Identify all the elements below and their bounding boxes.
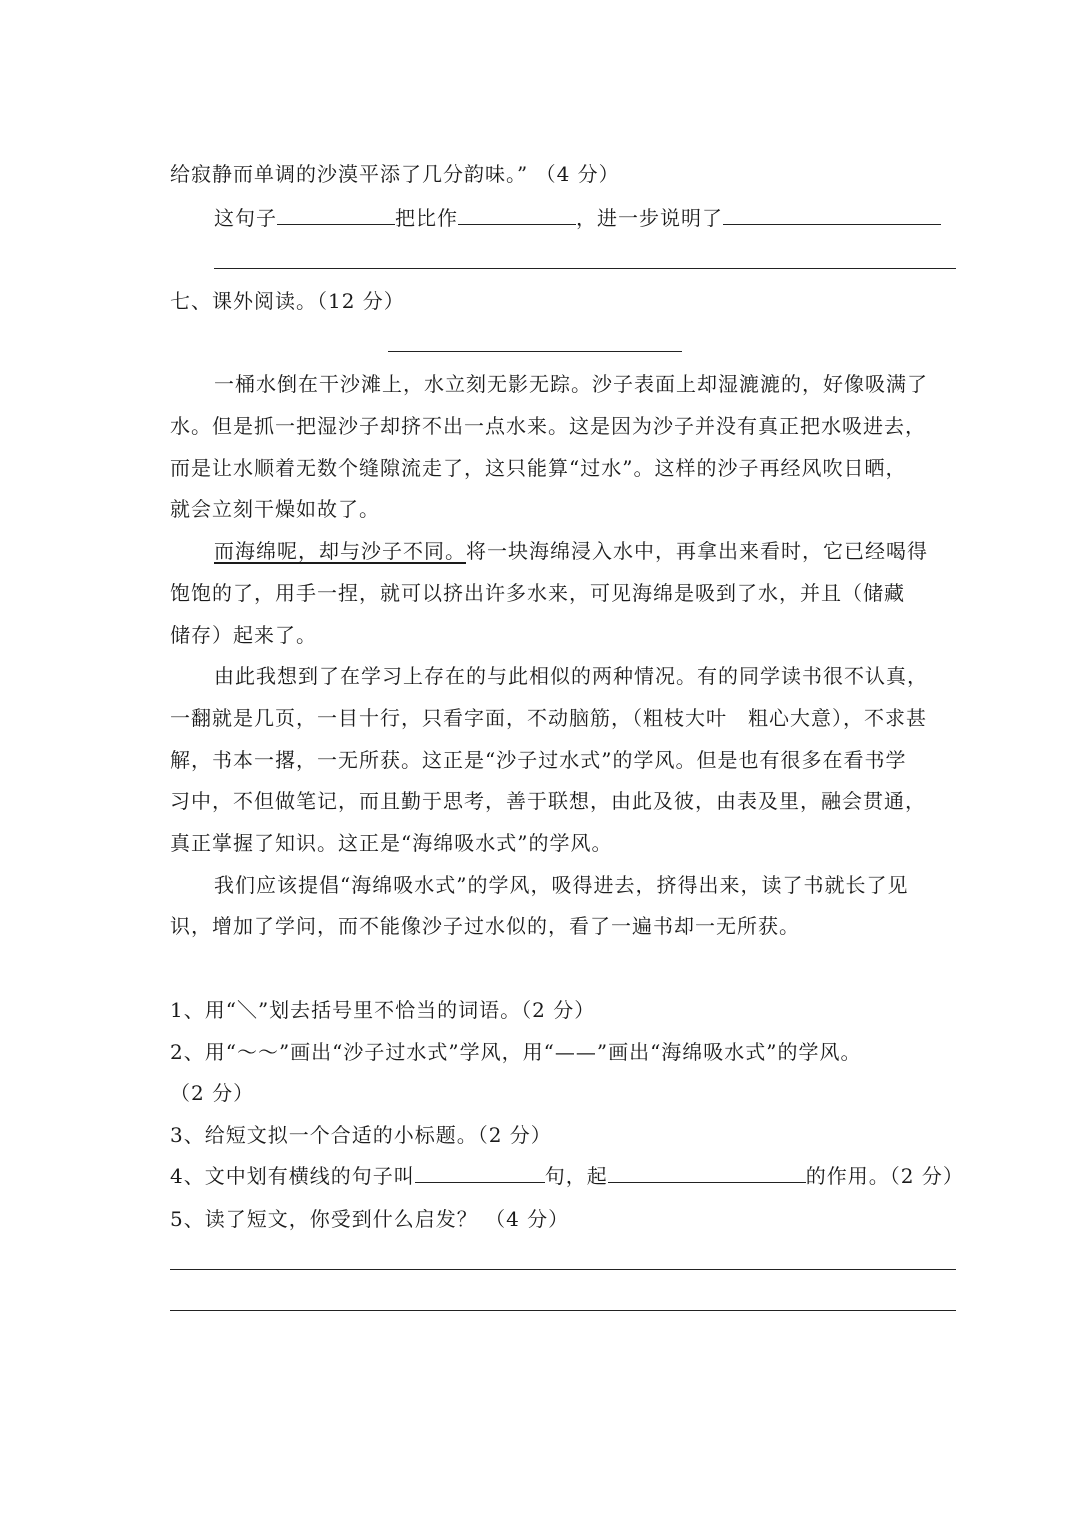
q6-line: 给寂静而单调的沙漠平添了几分韵味。” （4 分） <box>170 162 620 186</box>
question-4-a: 4、文中划有横线的句子叫 <box>170 1164 415 1188</box>
section-heading: 七、课外阅读。（12 分） <box>170 289 405 313</box>
passage-title-blank[interactable] <box>388 351 682 352</box>
passage-p3-line3: 解，书本一撂，一无所获。这正是“沙子过水式”的学风。但是也有很多在看书学 <box>170 748 907 772</box>
passage-p3-line5: 真正掌握了知识。这正是“海绵吸水式”的学风。 <box>170 831 613 855</box>
q6-fill-line <box>214 204 964 232</box>
passage-p3-line1: 由此我想到了在学习上存在的与此相似的两种情况。有的同学读书很不认真， <box>214 664 928 688</box>
q6-blank-3[interactable] <box>723 204 941 225</box>
passage-p1-line2: 水。但是抓一把湿沙子却挤不出一点水来。这是因为沙子并没有真正把水吸进去， <box>170 414 926 438</box>
passage-p2-line2: 饱饱的了，用手一捏，就可以挤出许多水来，可见海绵是吸到了水，并且（储藏 <box>170 581 905 605</box>
q6-fill-a: 这句子 <box>214 206 277 230</box>
q6-fill-b: 把比作 <box>395 206 458 230</box>
q6-answer-line[interactable] <box>214 268 956 269</box>
passage-p3-line2: 一翻就是几页，一目十行，只看字面，不动脑筋，（粗枝大叶 粗心大意），不求甚 <box>170 706 927 730</box>
passage-p3-line4: 习中，不但做笔记，而且勤于思考，善于联想，由此及彼，由表及里，融会贯通， <box>170 789 926 813</box>
q4-blank-2[interactable] <box>608 1162 806 1183</box>
passage-p4-line1: 我们应该提倡“海绵吸水式”的学风，吸得进去，挤得出来，读了书就长了见 <box>214 873 909 897</box>
passage-p2-rest: 将一块海绵浸入水中，再拿出来看时，它已经喝得 <box>466 539 928 563</box>
question-2: 2、用“～～”画出“沙子过水式”学风，用“——”画出“海绵吸水式”的学风。 <box>170 1040 862 1064</box>
question-2-score: （2 分） <box>170 1081 255 1105</box>
passage-p2-line1 <box>214 537 1004 565</box>
question-1: 1、用“＼”划去括号里不恰当的词语。（2 分） <box>170 998 596 1022</box>
passage-p1-line3: 而是让水顺着无数个缝隙流走了，这只能算“过水”。这样的沙子再经风吹日晒， <box>170 456 907 480</box>
question-4-b: 句，起 <box>544 1164 608 1188</box>
underlined-sentence: 而海绵呢，却与沙子不同。 <box>214 539 466 563</box>
q6-blank-2[interactable] <box>458 204 576 225</box>
passage-p1-line4: 就会立刻干燥如故了。 <box>170 497 380 521</box>
question-3: 3、给短文拟一个合适的小标题。（2 分） <box>170 1123 552 1147</box>
passage-p4-line2: 识，增加了学问，而不能像沙子过水似的，看了一遍书却一无所获。 <box>170 914 800 938</box>
q5-answer-line-1[interactable] <box>170 1269 956 1270</box>
q6-fill-c: ，进一步说明了 <box>576 206 723 230</box>
q6-blank-1[interactable] <box>277 204 395 225</box>
question-5: 5、读了短文，你受到什么启发？ （4 分） <box>170 1207 570 1231</box>
passage-p1-line1: 一桶水倒在干沙滩上，水立刻无影无踪。沙子表面上却湿漉漉的，好像吸满了 <box>214 372 928 396</box>
q4-blank-1[interactable] <box>415 1162 545 1183</box>
question-4-c: 的作用。（2 分） <box>805 1164 964 1188</box>
q5-answer-line-2[interactable] <box>170 1310 956 1311</box>
question-4 <box>170 1162 970 1190</box>
passage-p2-line3: 储存）起来了。 <box>170 623 317 647</box>
